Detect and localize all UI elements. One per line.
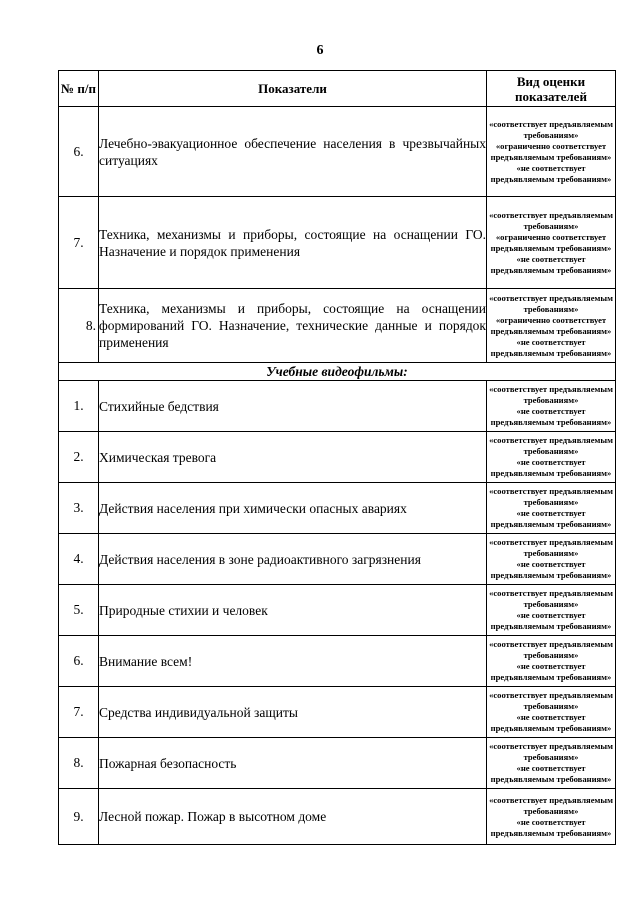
eval-option: «не соответствует предъявляемым требованиям»: [490, 712, 612, 733]
row-evaluation: [487, 107, 616, 197]
eval-option: «не соответствует предъявляемым требованиям»: [490, 336, 612, 358]
table-row: [59, 636, 616, 687]
eval-option: «не соответствует предъявляемым требованиям»: [490, 661, 612, 682]
eval-option: «не соответствует предъявляемым требованиям»: [490, 253, 612, 275]
table-row: [59, 107, 616, 197]
row-evaluation: [487, 289, 616, 363]
row-evaluation: [487, 636, 616, 687]
header-number: № п/п: [59, 71, 99, 107]
row-evaluation: [487, 687, 616, 738]
row-evaluation: [487, 483, 616, 534]
eval-option: «соответствует предъявляемым требованиям»: [489, 741, 613, 762]
eval-option: «соответствует предъявляемым требованиям»: [489, 435, 613, 456]
eval-option: «не соответствует предъявляемым требованиям»: [490, 406, 612, 427]
row-number: 7.: [59, 197, 99, 289]
section-row: [59, 363, 616, 381]
row-number: 1.: [59, 381, 99, 432]
table-row: [59, 738, 616, 789]
row-number: 5.: [59, 585, 99, 636]
table-row: [59, 432, 616, 483]
eval-option: «соответствует предъявляемым требованиям»: [489, 384, 613, 405]
row-evaluation: [487, 738, 616, 789]
eval-option: «ограниченно соответствует предъявляемым требованиям»: [490, 231, 612, 253]
eval-option: «соответствует предъявляемым требованиям»: [489, 209, 613, 231]
row-indicator: Внимание всем!: [99, 636, 487, 687]
row-number: 6.: [59, 636, 99, 687]
eval-option: «соответствует предъявляемым требованиям»: [489, 292, 613, 314]
row-indicator: Средства индивидуальной защиты: [99, 687, 487, 738]
eval-option: «не соответствует предъявляемым требованиям»: [490, 559, 612, 580]
eval-option: «ограниченно соответствует предъявляемым требованиям»: [490, 314, 612, 336]
row-indicator: Химическая тревога: [99, 432, 487, 483]
row-number: 8.: [59, 289, 99, 363]
row-number: 8.: [59, 738, 99, 789]
row-evaluation: [487, 789, 616, 845]
table-row: [59, 381, 616, 432]
row-indicator: Природные стихии и человек: [99, 585, 487, 636]
header-indicators: Показатели: [99, 71, 487, 107]
eval-option: «не соответствует предъявляемым требованиям»: [490, 162, 612, 184]
row-number: 4.: [59, 534, 99, 585]
eval-option: «соответствует предъявляемым требованиям»: [489, 118, 613, 140]
table-row: [59, 789, 616, 845]
row-indicator: Действия населения в зоне радиоактивного загрязнения: [99, 534, 487, 585]
eval-option: «не соответствует предъявляемым требованиям»: [490, 610, 612, 631]
eval-option: «соответствует предъявляемым требованиям»: [489, 794, 613, 816]
indicators-table: [58, 70, 616, 845]
page-number: 6: [316, 43, 324, 58]
row-evaluation: [487, 534, 616, 585]
row-indicator: Лечебно-эвакуационное обеспечение населения в чрезвычайных ситуациях: [99, 107, 487, 197]
table-row: [59, 585, 616, 636]
eval-option: «не соответствует предъявляемым требованиям»: [490, 816, 612, 838]
row-indicator: Пожарная безопасность: [99, 738, 487, 789]
row-evaluation: [487, 381, 616, 432]
eval-option: «соответствует предъявляемым требованиям»: [489, 486, 613, 507]
table-row: [59, 483, 616, 534]
row-evaluation: [487, 432, 616, 483]
row-indicator: Лесной пожар. Пожар в высотном доме: [99, 789, 487, 845]
row-number: 6.: [59, 107, 99, 197]
row-indicator: Стихийные бедствия: [99, 381, 487, 432]
row-number: 9.: [59, 789, 99, 845]
row-evaluation: [487, 585, 616, 636]
eval-option: «не соответствует предъявляемым требованиям»: [490, 763, 612, 784]
row-number: 7.: [59, 687, 99, 738]
row-number: 3.: [59, 483, 99, 534]
eval-option: «не соответствует предъявляемым требованиям»: [490, 457, 612, 478]
eval-option: «соответствует предъявляемым требованиям»: [489, 537, 613, 558]
header-evaluation: Вид оценки показателей: [487, 71, 616, 107]
table-row: [59, 289, 616, 363]
table-row: [59, 687, 616, 738]
row-evaluation: [487, 197, 616, 289]
table-header-row: [59, 71, 616, 107]
row-indicator: Техника, механизмы и приборы, состоящие на оснащении формирований ГО. Назначение, технические данные и порядок применения: [99, 289, 487, 363]
table-row: [59, 534, 616, 585]
row-indicator: Техника, механизмы и приборы, состоящие на оснащении ГО. Назначение и порядок применения: [99, 197, 487, 289]
eval-option: «не соответствует предъявляемым требованиям»: [490, 508, 612, 529]
eval-option: «соответствует предъявляемым требованиям»: [489, 639, 613, 660]
eval-option: «ограниченно соответствует предъявляемым требованиям»: [490, 140, 612, 162]
section-title: Учебные видеофильмы:: [59, 363, 616, 381]
row-indicator: Действия населения при химически опасных авариях: [99, 483, 487, 534]
table-row: [59, 197, 616, 289]
eval-option: «соответствует предъявляемым требованиям»: [489, 588, 613, 609]
eval-option: «соответствует предъявляемым требованиям»: [489, 690, 613, 711]
row-number: 2.: [59, 432, 99, 483]
